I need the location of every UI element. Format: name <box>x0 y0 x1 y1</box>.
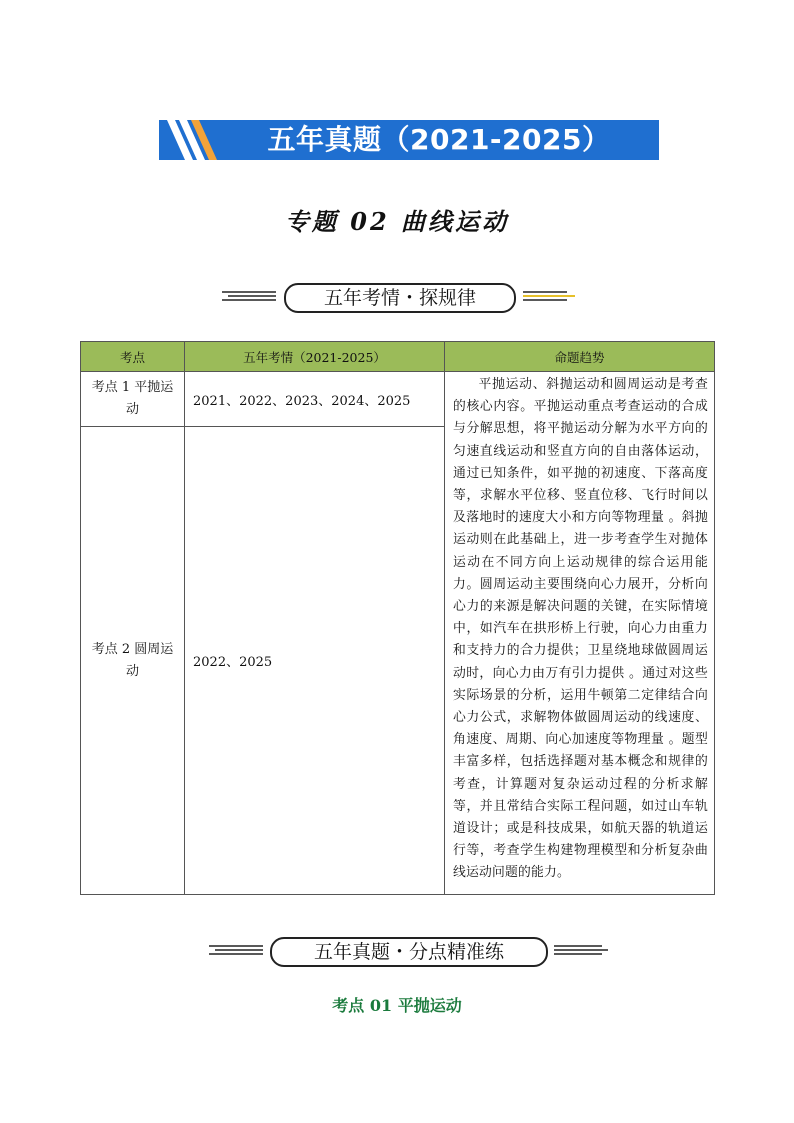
banner-title: 五年真题（2021-2025） <box>267 123 611 156</box>
header-point: 考点 <box>81 342 185 372</box>
left-lines-icon <box>209 943 263 957</box>
row-years: 2021、2022、2023、2024、2025 <box>185 372 445 427</box>
exam-table <box>80 341 715 895</box>
section-header-practice <box>0 937 794 969</box>
section-header-trends <box>0 283 794 315</box>
left-lines-icon <box>222 289 276 303</box>
header-years: 五年考情（2021-2025） <box>185 342 445 372</box>
knowledge-point-title: 考点 01 平抛运动 <box>332 996 462 1015</box>
row-point: 考点 2 圆周运动 <box>81 427 185 895</box>
header-trend: 命题趋势 <box>445 342 715 372</box>
title-banner <box>159 120 659 160</box>
right-lines-icon <box>523 289 575 303</box>
table-row <box>81 372 715 427</box>
row-years: 2022、2025 <box>185 427 445 895</box>
trend-text: 平抛运动、斜抛运动和圆周运动是考查的核心内容。平抛运动重点考查运动的合成与分解思想，将平抛运动分解为水平方向的匀速直线运动和竖直方向的自由落体运动，通过已知条件，如平抛的初速度、下落高度等，求解水平位移、竖直位移、飞行时间以及落地时的速度大小和方向等物理量 。斜抛运动则在此基础上，进一步考查学生对抛体运动在不同方向上运动规律的综合运用能力。圆周运动主要围绕向心力展开，分析向心力的来源是解决问题的关键，在实际情境中，如汽车在拱形桥上行驶，向心力由重力和支持力的合力提供；卫星绕地球做圆周运动时，向心力由万有引力提供 。通过对这些实际场景的分析，运用牛顿第二定律结合向心力公式，求解物体做圆周运动的线速度、角速度、周期、向心加速度等物理量 。题型丰富多样，包括选择题对基本概念和规律的考查，计算题对复杂运动过程的分析求解等，并且常结合实际工程问题，如过山车轨道设计；或是科技成果，如航天器的轨道运行等，考查学生构建物理模型和分析复杂曲线运动问题的能力。 <box>445 372 715 895</box>
subject-title: 专题 02 曲线运动 <box>284 207 510 236</box>
row-point: 考点 1 平抛运动 <box>81 372 185 427</box>
table-header-row <box>81 342 715 372</box>
section-label: 五年考情・探规律 <box>284 283 516 313</box>
right-lines-icon <box>554 943 608 957</box>
section-label: 五年真题・分点精准练 <box>270 937 548 967</box>
